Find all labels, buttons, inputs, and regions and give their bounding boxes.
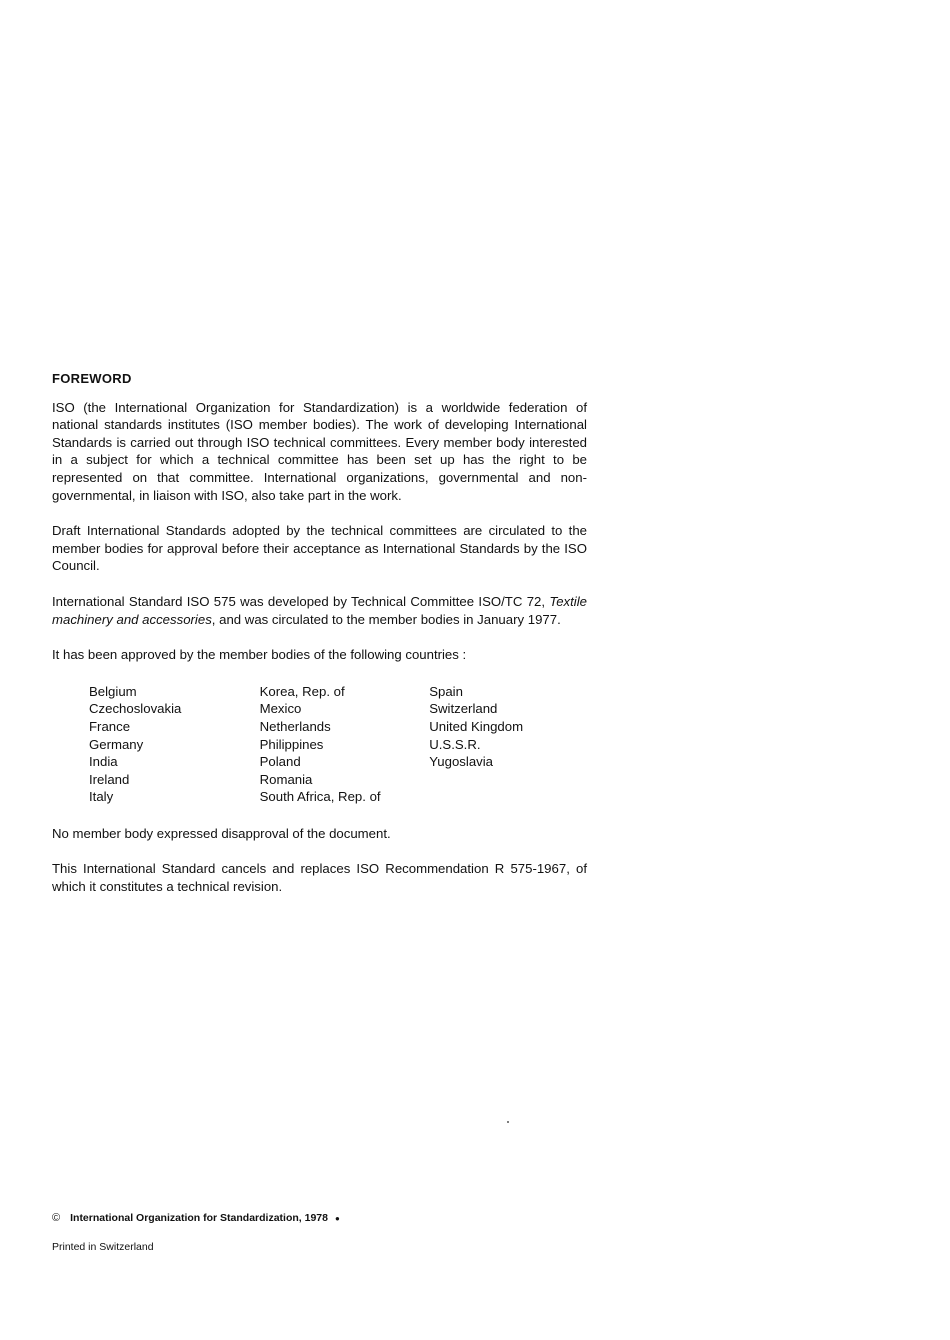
country-name: Mexico bbox=[259, 701, 302, 717]
foreword-paragraph-4: It has been approved by the member bodies of the following countries : bbox=[52, 647, 467, 663]
country-name: Romania bbox=[259, 771, 313, 787]
paragraph-3-tail: , and was circulated to the member bodies in January 1977. bbox=[211, 611, 561, 627]
countries-column-1 bbox=[89, 683, 260, 806]
approving-countries-list bbox=[89, 683, 587, 806]
country-name: France bbox=[89, 718, 131, 734]
countries-column-3 bbox=[429, 683, 587, 806]
foreword-section bbox=[52, 370, 587, 914]
country-name: Philippines bbox=[259, 736, 324, 752]
country-name: Belgium bbox=[89, 683, 137, 699]
country-name: Germany bbox=[89, 736, 144, 752]
printed-in-line: Printed in Switzerland bbox=[52, 1241, 154, 1253]
committee-title: Textile machinery and accessories bbox=[52, 593, 587, 627]
scan-speck bbox=[507, 1121, 509, 1123]
country-name: India bbox=[89, 754, 118, 770]
country-name: U.S.S.R. bbox=[429, 736, 481, 752]
bullet-icon: ● bbox=[334, 1213, 340, 1223]
country-name: Italy bbox=[89, 789, 114, 805]
country-name: Spain bbox=[429, 683, 463, 699]
country-name: South Africa, Rep. of bbox=[259, 789, 381, 805]
country-name: Netherlands bbox=[259, 718, 331, 734]
country-name: Korea, Rep. of bbox=[259, 683, 345, 699]
country-name: Czechoslovakia bbox=[89, 701, 182, 717]
countries-column-2 bbox=[260, 683, 430, 806]
country-name: Ireland bbox=[89, 771, 130, 787]
country-name: Yugoslavia bbox=[429, 754, 494, 770]
foreword-paragraph-2: Draft International Standards adopted by the technical committees are circulated to the member bodies for approval before their acceptance as International Standards by the ISO Council. bbox=[52, 523, 587, 574]
foreword-heading: FOREWORD bbox=[52, 371, 132, 386]
country-name: Poland bbox=[259, 754, 301, 770]
country-name: United Kingdom bbox=[429, 718, 524, 734]
foreword-paragraph-6: This International Standard cancels and replaces ISO Recommendation R 575-1967, of which it constitutes a technical revision. bbox=[52, 861, 587, 895]
foreword-paragraph-3 bbox=[52, 593, 587, 628]
paragraph-3-lead: International Standard ISO 575 was developed by Technical Committee ISO/TC 72, bbox=[52, 593, 550, 609]
foreword-paragraph-1: ISO (the International Organization for Standardization) is a worldwide federation of national standards institutes (ISO member bodies). The work of developing International Standards is carried out through ISO technical committees. Every member body interested in a subject for which a technical committee has been set up has the right to be represented on that committee. International organizations, governmental and non-governmental, in liaison with ISO, also take part in the work. bbox=[52, 399, 587, 503]
copyright-text: International Organization for Standardization, 1978 bbox=[70, 1212, 328, 1224]
foreword-paragraph-5: No member body expressed disapproval of the document. bbox=[52, 825, 391, 841]
country-name: Switzerland bbox=[429, 701, 498, 717]
copyright-icon: © bbox=[52, 1212, 61, 1224]
copyright-line bbox=[52, 1212, 340, 1224]
